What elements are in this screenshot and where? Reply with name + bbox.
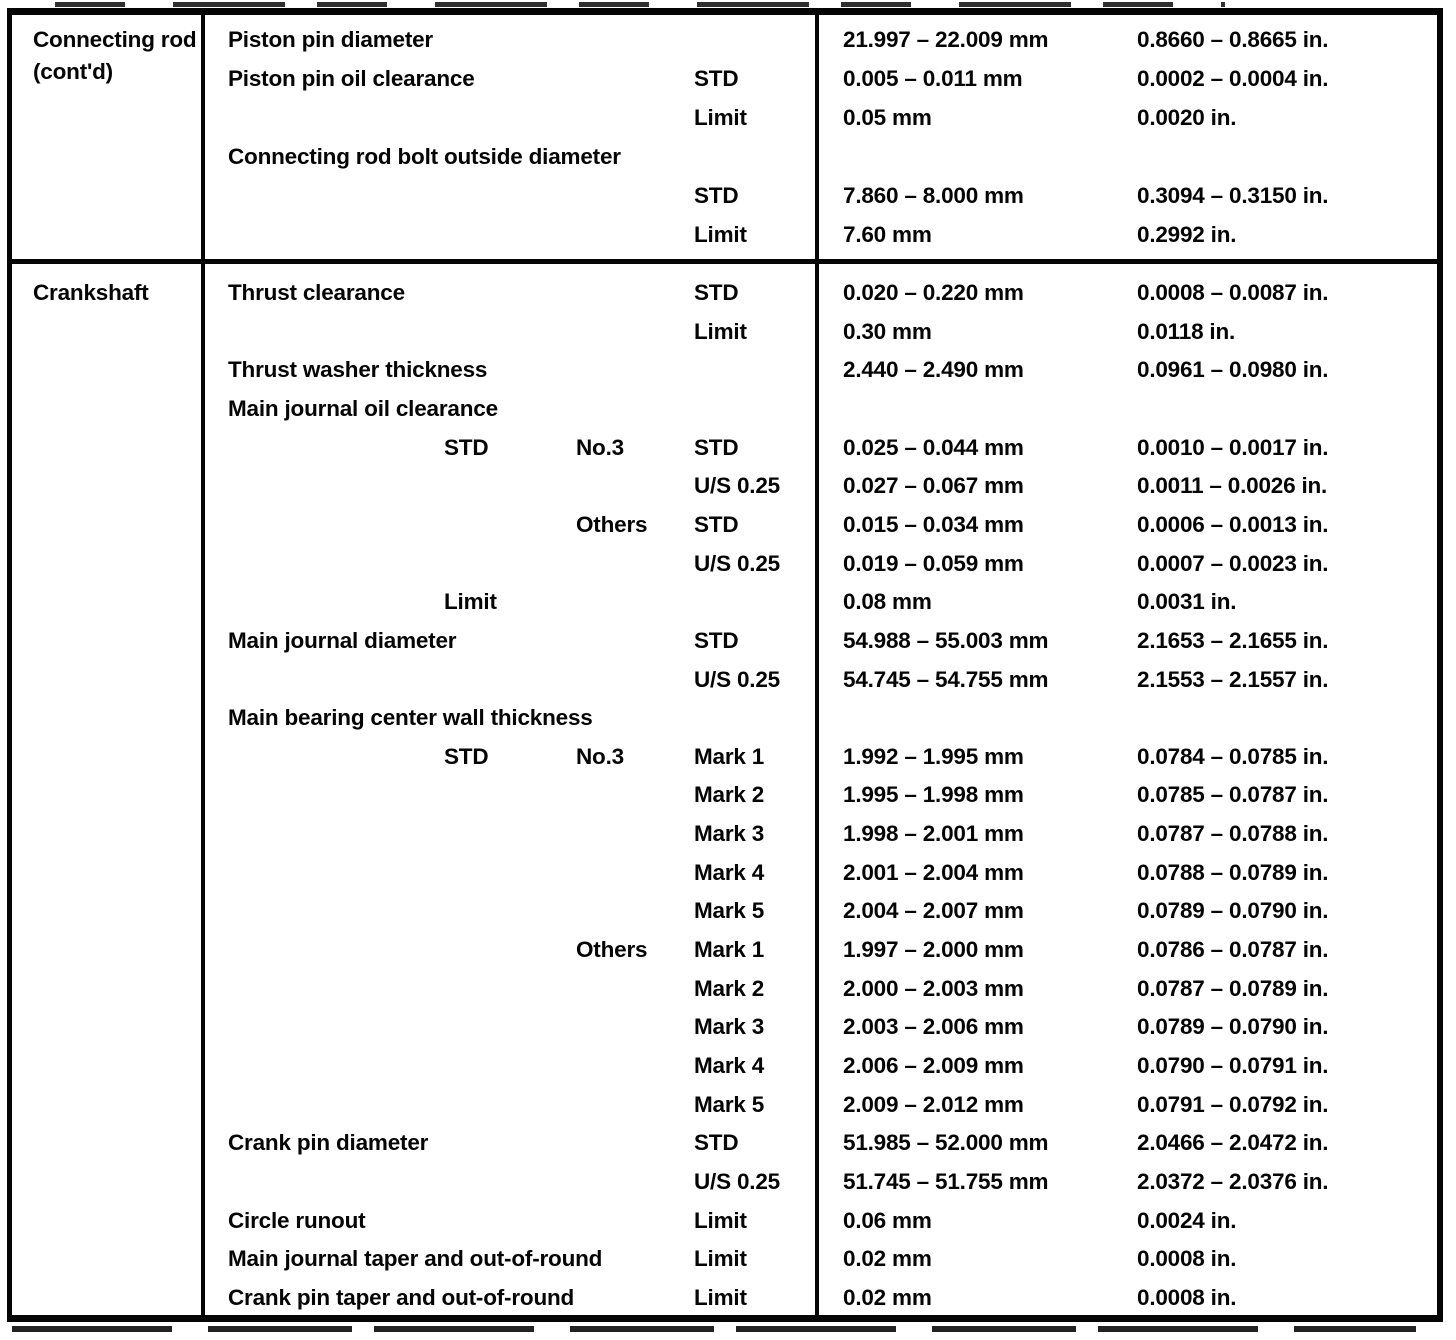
row-qualifier: Mark 5 [694, 898, 765, 924]
row-imperial-value: 0.0789 – 0.0790 in. [1137, 1014, 1329, 1040]
spec-row [0, 622, 1456, 660]
row-metric-value: 2.003 – 2.006 mm [843, 1014, 1024, 1040]
row-metric-value: 0.30 mm [843, 318, 932, 344]
spec-row [0, 1047, 1456, 1085]
row-imperial-value: 2.1553 – 2.1557 in. [1137, 666, 1329, 692]
scan-artifact-bottom [12, 1326, 1416, 1332]
row-qualifier: U/S 0.25 [694, 1168, 780, 1194]
row-sublabel-2: No.3 [576, 743, 624, 769]
spec-row [0, 738, 1456, 776]
row-metric-value: 0.005 – 0.011 mm [843, 66, 1023, 91]
spec-row [0, 390, 1456, 428]
row-qualifier: Mark 5 [694, 1091, 765, 1117]
row-metric-value: 0.06 mm [843, 1207, 932, 1233]
row-metric-value: 0.025 – 0.044 mm [843, 434, 1024, 460]
spec-row [0, 1202, 1456, 1240]
row-metric-value: 2.006 – 2.009 mm [843, 1053, 1024, 1078]
row-description: Crank pin taper and out-of-round [228, 1284, 575, 1310]
spec-row [0, 854, 1456, 892]
spec-row [0, 1163, 1456, 1201]
row-qualifier: U/S 0.25 [694, 550, 780, 576]
row-description: Connecting rod bolt outside diameter [228, 144, 621, 169]
row-imperial-value: 0.0024 in. [1137, 1207, 1237, 1233]
spec-row [0, 892, 1456, 930]
row-metric-value: 2.009 – 2.012 mm [843, 1091, 1024, 1117]
row-imperial-value: 0.0008 in. [1137, 1284, 1237, 1310]
row-imperial-value: 0.0118 in. [1137, 318, 1236, 344]
row-metric-value: 0.02 mm [843, 1246, 932, 1272]
row-qualifier: Mark 2 [694, 782, 765, 808]
row-imperial-value: 0.0020 in. [1137, 105, 1237, 130]
row-imperial-value: 0.0011 – 0.0026 in. [1137, 473, 1328, 499]
row-qualifier: Limit [694, 318, 747, 344]
spec-row [0, 661, 1456, 699]
row-metric-value: 54.988 – 55.003 mm [843, 627, 1049, 653]
row-qualifier: STD [694, 1130, 739, 1156]
spec-row [0, 970, 1456, 1008]
row-imperial-value: 0.0785 – 0.0787 in. [1137, 782, 1329, 808]
row-imperial-value: 0.0010 – 0.0017 in. [1137, 434, 1329, 460]
row-metric-value: 7.60 mm [843, 222, 932, 247]
row-imperial-value: 2.0466 – 2.0472 in. [1137, 1130, 1329, 1156]
row-metric-value: 0.08 mm [843, 589, 932, 615]
row-qualifier: STD [694, 627, 739, 653]
spec-row [0, 1008, 1456, 1046]
spec-row [0, 815, 1456, 853]
row-description: Main journal oil clearance [228, 395, 498, 421]
row-qualifier: STD [694, 511, 739, 537]
row-imperial-value: 0.0788 – 0.0789 in. [1137, 859, 1329, 885]
row-imperial-value: 0.3094 – 0.3150 in. [1137, 183, 1329, 208]
row-qualifier: Mark 1 [694, 743, 765, 769]
row-qualifier: Mark 3 [694, 1014, 765, 1040]
spec-row [0, 699, 1456, 737]
row-qualifier: Mark 4 [694, 1053, 765, 1078]
row-imperial-value: 0.0007 – 0.0023 in. [1137, 550, 1329, 576]
row-sublabel-2: No.3 [576, 434, 624, 460]
row-sublabel-2: Others [576, 937, 648, 963]
spec-row [0, 583, 1456, 621]
row-metric-value: 21.997 – 22.009 mm [843, 27, 1049, 52]
row-sublabel-1: STD [444, 743, 489, 769]
row-qualifier: STD [694, 434, 739, 460]
component-label: (cont'd) [33, 59, 113, 84]
spec-row [0, 545, 1456, 583]
scan-artifact-top [55, 2, 1225, 7]
row-qualifier: Limit [694, 1207, 747, 1233]
row-qualifier: Limit [694, 105, 747, 130]
row-description: Piston pin diameter [228, 27, 433, 52]
spec-row [0, 1086, 1456, 1124]
row-qualifier: STD [694, 183, 739, 208]
row-imperial-value: 0.0961 – 0.0980 in. [1137, 357, 1329, 383]
spec-row [0, 313, 1456, 351]
row-sublabel-2: Others [576, 511, 648, 537]
spec-row [0, 274, 1456, 312]
row-metric-value: 1.998 – 2.001 mm [843, 821, 1024, 847]
row-imperial-value: 0.0789 – 0.0790 in. [1137, 898, 1329, 924]
row-qualifier: STD [694, 280, 739, 305]
row-metric-value: 54.745 – 54.755 mm [843, 666, 1049, 692]
row-qualifier: Limit [694, 1246, 747, 1272]
spec-row [0, 351, 1456, 389]
spec-row [0, 60, 1456, 98]
row-qualifier: STD [694, 66, 739, 91]
row-imperial-value: 0.0006 – 0.0013 in. [1137, 511, 1329, 537]
row-qualifier: Mark 3 [694, 821, 765, 847]
spec-row [0, 21, 1456, 59]
row-sublabel-1: Limit [444, 589, 497, 615]
row-metric-value: 0.015 – 0.034 mm [843, 511, 1024, 537]
spec-row [0, 99, 1456, 137]
row-description: Circle runout [228, 1207, 366, 1233]
row-imperial-value: 0.8660 – 0.8665 in. [1137, 27, 1329, 52]
spec-row [0, 177, 1456, 215]
row-metric-value: 1.992 – 1.995 mm [843, 743, 1024, 769]
row-imperial-value: 0.0787 – 0.0788 in. [1137, 821, 1329, 847]
row-metric-value: 2.440 – 2.490 mm [843, 357, 1024, 383]
row-imperial-value: 0.0791 – 0.0792 in. [1137, 1091, 1329, 1117]
row-metric-value: 1.995 – 1.998 mm [843, 782, 1024, 808]
spec-row [0, 931, 1456, 969]
row-imperial-value: 0.2992 in. [1137, 222, 1237, 247]
spec-row [0, 776, 1456, 814]
spec-row [0, 1124, 1456, 1162]
row-metric-value: 2.004 – 2.007 mm [843, 898, 1024, 924]
row-description: Thrust washer thickness [228, 357, 488, 383]
spec-row [0, 429, 1456, 467]
row-qualifier: Mark 1 [694, 937, 765, 963]
component-label: Connecting rod [33, 27, 197, 52]
row-qualifier: Mark 2 [694, 975, 765, 1001]
row-metric-value: 51.745 – 51.755 mm [843, 1168, 1049, 1194]
row-imperial-value: 2.1653 – 2.1655 in. [1137, 627, 1329, 653]
row-qualifier: Limit [694, 222, 747, 247]
row-description: Piston pin oil clearance [228, 66, 475, 91]
spec-row [0, 138, 1456, 176]
row-sublabel-1: STD [444, 434, 489, 460]
row-description: Main bearing center wall thickness [228, 705, 593, 731]
row-imperial-value: 0.0790 – 0.0791 in. [1137, 1053, 1329, 1078]
row-metric-value: 2.001 – 2.004 mm [843, 859, 1024, 885]
row-imperial-value: 0.0787 – 0.0789 in. [1137, 975, 1329, 1001]
row-imperial-value: 2.0372 – 2.0376 in. [1137, 1168, 1329, 1194]
row-imperial-value: 0.0784 – 0.0785 in. [1137, 743, 1329, 769]
spec-row [0, 467, 1456, 505]
row-metric-value: 0.019 – 0.059 mm [843, 550, 1024, 576]
spec-row [0, 216, 1456, 254]
row-description: Main journal diameter [228, 627, 457, 653]
spec-row [0, 1279, 1456, 1317]
row-metric-value: 0.02 mm [843, 1284, 932, 1310]
row-imperial-value: 0.0002 – 0.0004 in. [1137, 66, 1329, 91]
row-metric-value: 0.05 mm [843, 105, 932, 130]
row-metric-value: 2.000 – 2.003 mm [843, 975, 1024, 1001]
row-description: Crank pin diameter [228, 1130, 429, 1156]
row-qualifier: U/S 0.25 [694, 666, 780, 692]
row-imperial-value: 0.0008 in. [1137, 1246, 1237, 1272]
row-description: Thrust clearance [228, 280, 405, 305]
row-imperial-value: 0.0031 in. [1137, 589, 1237, 615]
row-qualifier: Mark 4 [694, 859, 765, 885]
row-metric-value: 1.997 – 2.000 mm [843, 937, 1024, 963]
spec-row [0, 1240, 1456, 1278]
component-label: Crankshaft [33, 280, 149, 305]
row-metric-value: 0.027 – 0.067 mm [843, 473, 1024, 499]
row-qualifier: Limit [694, 1284, 747, 1310]
row-metric-value: 0.020 – 0.220 mm [843, 280, 1024, 305]
spec-row [0, 506, 1456, 544]
row-imperial-value: 0.0786 – 0.0787 in. [1137, 937, 1329, 963]
row-description: Main journal taper and out-of-round [228, 1246, 603, 1272]
row-metric-value: 51.985 – 52.000 mm [843, 1130, 1049, 1156]
row-metric-value: 7.860 – 8.000 mm [843, 183, 1024, 208]
row-imperial-value: 0.0008 – 0.0087 in. [1137, 280, 1329, 305]
row-qualifier: U/S 0.25 [694, 473, 780, 499]
